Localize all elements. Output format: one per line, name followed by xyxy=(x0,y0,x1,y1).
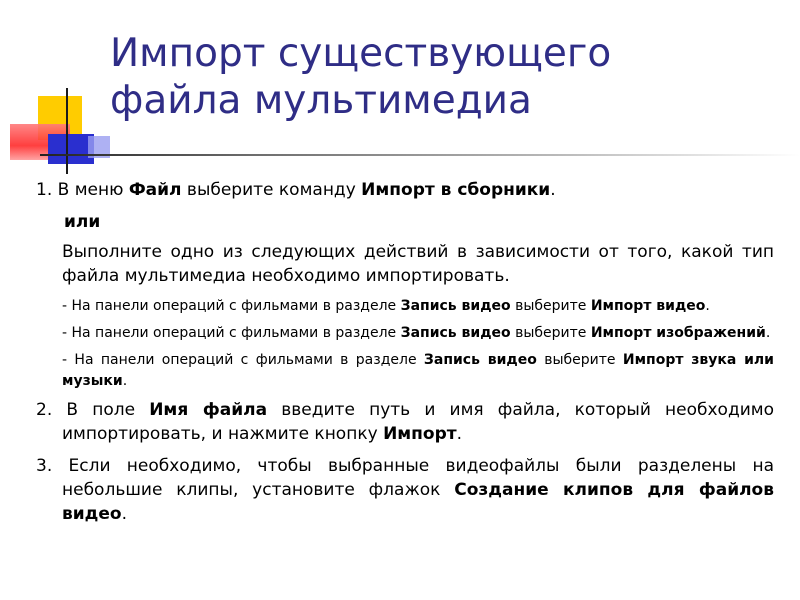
import-collections-ref: Импорт в сборники xyxy=(361,180,551,200)
file-name-field-ref: Имя файла xyxy=(149,400,268,420)
substep-images xyxy=(36,323,774,344)
substep-audio xyxy=(36,350,774,392)
substep-text: - На панели операций с фильмами в разделе xyxy=(62,352,424,368)
step-3-text: 3. Если необходимо, чтобы выбранные видеофайлы были разделены на небольшие клипы, установите флажок xyxy=(36,456,774,500)
substep-text: . xyxy=(705,298,710,314)
substep-text: выберите xyxy=(510,325,591,341)
step-2-text: 2. В поле xyxy=(36,400,150,420)
import-video-ref: Импорт видео xyxy=(590,298,706,314)
alternative-text: Выполните одно из следующих действий в зависимости от того, какой тип файла мультимедиа необходимо импортировать. xyxy=(62,242,774,286)
import-button-ref: Импорт xyxy=(383,424,457,444)
record-video-ref: Запись видео xyxy=(400,325,511,341)
import-images-ref: Импорт изображений xyxy=(590,325,766,341)
menu-file-ref: Файл xyxy=(128,180,182,200)
substep-text: выберите xyxy=(510,298,591,314)
import-audio-ref: Импорт звука или музыки xyxy=(62,352,774,389)
or-label: или xyxy=(64,212,101,232)
substep-text: . xyxy=(765,325,771,341)
create-clips-checkbox-ref: Создание клипов для файлов видео xyxy=(62,480,774,524)
substep-video xyxy=(36,296,774,317)
slide-body xyxy=(36,178,774,534)
title-line-2: файла мультимедиа xyxy=(110,78,532,123)
substep-text: - На панели операций с фильмами в разделе xyxy=(62,298,401,314)
substep-text: выберите xyxy=(536,352,623,368)
step-2-text: введите путь и имя файла, который необходимо импортировать, и нажмите кнопку xyxy=(62,400,774,444)
record-video-ref: Запись видео xyxy=(423,352,537,368)
slide-title xyxy=(110,30,770,124)
title-line-1: Импорт существующего xyxy=(110,31,612,76)
step-1-text: 1. В меню xyxy=(36,180,129,200)
step-3-text: . xyxy=(121,504,128,524)
step-2-text: . xyxy=(456,424,463,444)
substep-text: . xyxy=(122,373,128,389)
title-underline xyxy=(40,154,800,156)
step-1-text: выберите команду xyxy=(181,180,362,200)
record-video-ref: Запись видео xyxy=(400,298,511,314)
decor-vertical-line xyxy=(66,88,68,174)
step-2 xyxy=(36,398,774,446)
substep-text: - На панели операций с фильмами в разделе xyxy=(62,325,401,341)
step-1 xyxy=(36,178,774,202)
step-3 xyxy=(36,454,774,526)
step-1-text: . xyxy=(550,180,556,200)
